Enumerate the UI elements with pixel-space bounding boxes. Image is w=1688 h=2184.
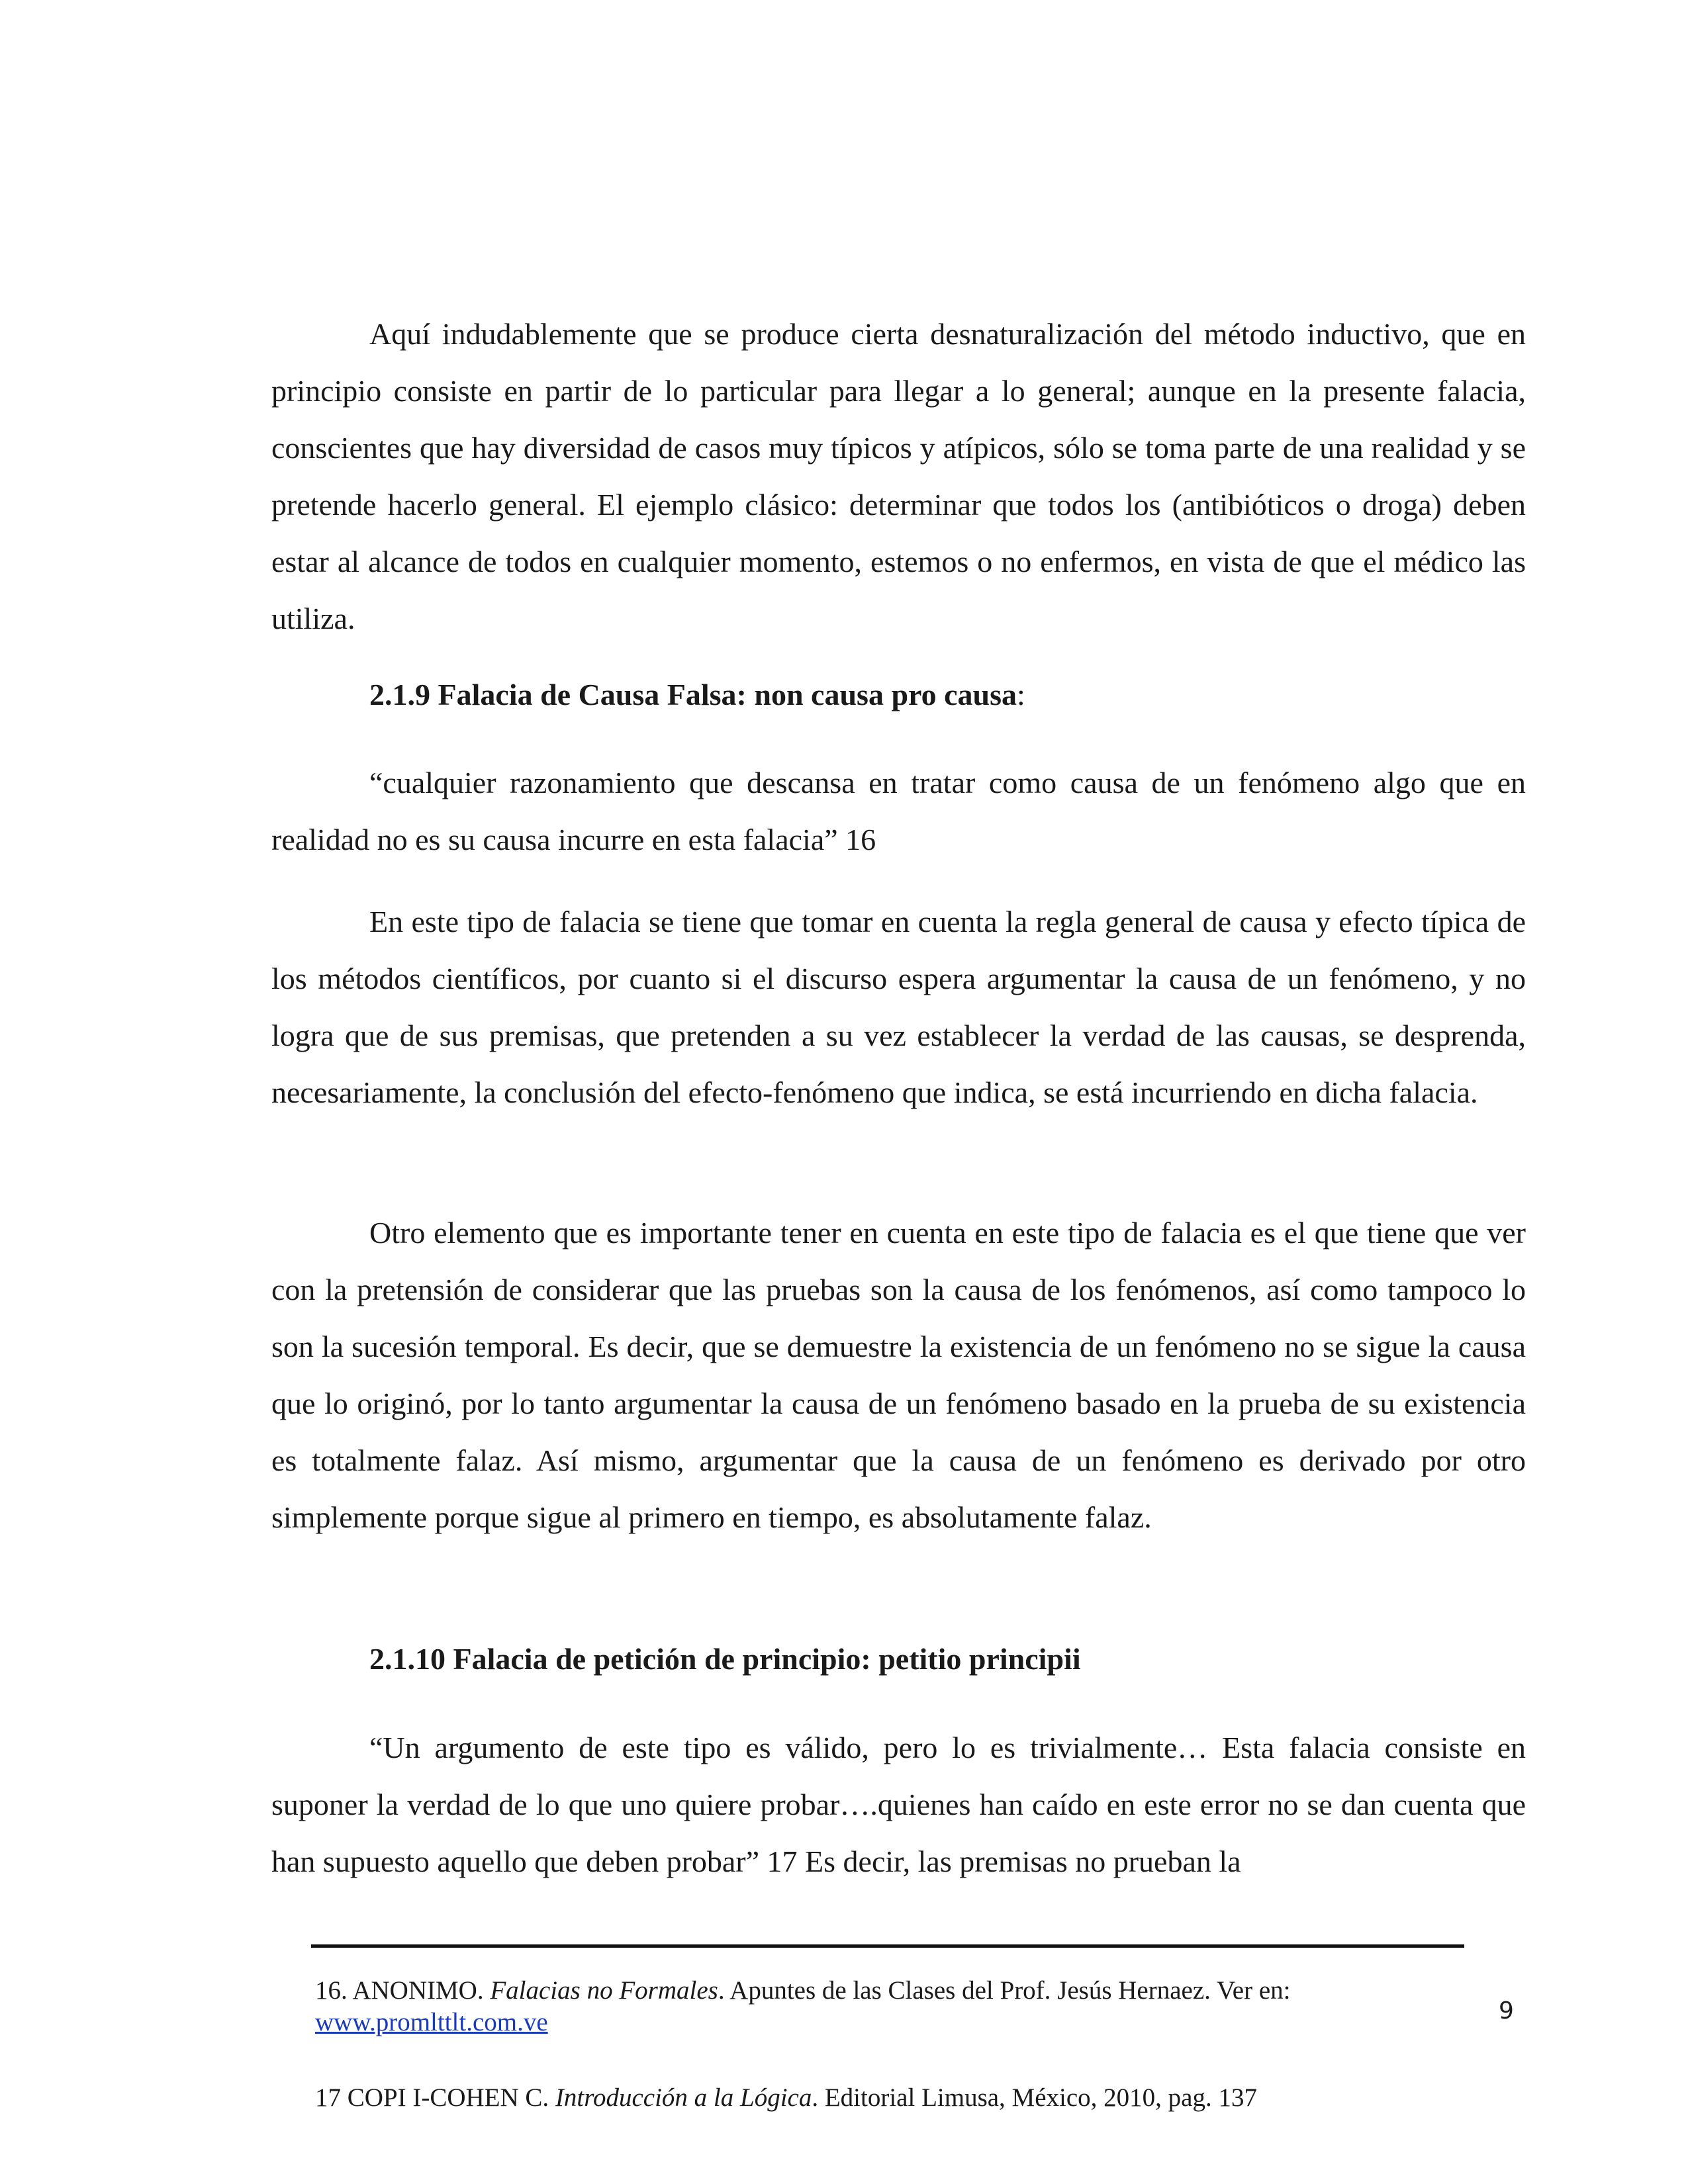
section-heading-2-1-9: 2.1.9 Falacia de Causa Falsa: non causa pro causa: bbox=[369, 678, 1025, 711]
footnote-divider bbox=[311, 1944, 1464, 1948]
quote-causa-falsa bbox=[271, 754, 1526, 868]
paragraph-metodo-inductivo bbox=[271, 306, 1526, 647]
quote-text: “cualquier razonamiento que descansa en tratar como causa de un fenómeno algo que en realidad no es su causa incurre en esta falacia” 16 bbox=[271, 766, 1526, 856]
paragraph-text: Otro elemento que es importante tener en cuenta en este tipo de falacia es el que tiene que ver con la pretensión de considerar que las pruebas son la causa de los fenómenos, así como tampoco lo son la sucesión temporal. Es decir, que se demuestre la existencia de un fenómeno no se sigue la causa que lo originó, por lo tanto argumentar la causa de un fenómeno basado en la prueba de su existencia es totalmente falaz. Así mismo, argumentar que la causa de un fenómeno es derivado por otro simplemente porque sigue al primero en tiempo, es absolutamente falaz. bbox=[271, 1216, 1526, 1534]
footnote-16-link[interactable]: www.promlttlt.com.ve bbox=[315, 2008, 548, 2036]
footnote-16: 16. ANONIMO. Falacias no Formales. Apuntes de las Clases del Prof. Jesús Hernaez. Ver en: www.promlttlt.com.ve bbox=[315, 1976, 1291, 2036]
paragraph-otro-elemento bbox=[271, 1205, 1526, 1546]
paragraph-causa-efecto bbox=[271, 893, 1526, 1121]
quote-text: “Un argumento de este tipo es válido, pero lo es trivialmente… Esta falacia consiste en suponer la verdad de lo que uno quiere probar….quienes han caído en este error no se dan cuenta que han supuesto aquello que deben probar” 17 Es decir, las premisas no prueban la bbox=[271, 1731, 1526, 1878]
paragraph-text: En este tipo de falacia se tiene que tomar en cuenta la regla general de causa y efecto típica de los métodos científicos, por cuanto si el discurso espera argumentar la causa de un fenómeno, y no logra que de sus premisas, que pretenden a su vez establecer la verdad de las causas, se desprenda, necesariamente, la conclusión del efecto-fenómeno que indica, se está incurriendo en dicha falacia. bbox=[271, 905, 1526, 1109]
footnote-17: 17 COPI I-COHEN C. Introducción a la Lógica. Editorial Limusa, México, 2010, pag. 137 bbox=[315, 2083, 1257, 2112]
paragraph-text: Aquí indudablemente que se produce cierta desnaturalización del método inductivo, que en principio consiste en partir de lo particular para llegar a lo general; aunque en la presente falacia, conscientes que hay diversidad de casos muy típicos y atípicos, sólo se toma parte de una realidad y se pretende hacerlo general. El ejemplo clásico: determinar que todos los (antibióticos o droga) deben estar al alcance de todos en cualquier momento, estemos o no enfermos, en vista de que el médico las utiliza. bbox=[271, 317, 1526, 635]
section-heading-2-1-10: 2.1.10 Falacia de petición de principio: petitio principii bbox=[369, 1642, 1081, 1676]
quote-peticion-principio bbox=[271, 1719, 1526, 1890]
page-number: 9 bbox=[1499, 1997, 1514, 2025]
